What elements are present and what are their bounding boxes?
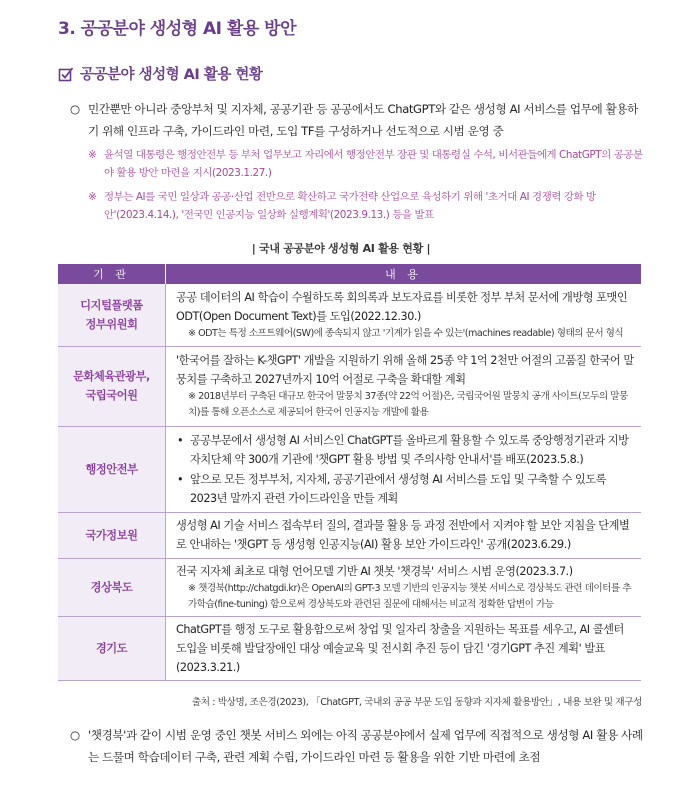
row-text: ChatGPT를 행정 도구로 활용함으로써 창업 및 일자리 창출을 지원하는 목표를 세우고, AI 콜센터 도입을 비롯해 발달장애인 대상 예술교육 및 전시회 추진 등이 담긴 '경기GPT 추진 계획' 발표(2023.3.21.) xyxy=(176,622,624,674)
source-citation: 출처 : 박상명, 조은경(2023), 「ChatGPT, 국내외 공공 부문 도입 동향과 지자체 활용방안」, 내용 보완 및 재구성 xyxy=(191,697,642,708)
row-content xyxy=(166,616,642,680)
org-name: 행정안전부 xyxy=(85,462,138,476)
row-content xyxy=(166,426,642,512)
checkbox-icon xyxy=(58,66,74,82)
paragraph-bullet: ○ xyxy=(70,102,80,116)
row-bullet xyxy=(176,470,635,508)
row-note: ※ 2018년부터 구축된 대규모 한국어 말뭉치 37종(약 22억 어절)은, 국립국어원 말뭉치 공개 사이트(모두의 말뭉치)를 통해 오픈소스로 제공되어 한국어 인공지능 개발에 활용 xyxy=(188,391,628,418)
status-table xyxy=(58,264,641,681)
table-row xyxy=(58,512,641,558)
table-row xyxy=(58,426,641,512)
subsection-title: 공공분야 생성형 AI 활용 현황 xyxy=(80,67,263,83)
table-row xyxy=(58,346,641,426)
row-note: ※ 챗경북(http://chatgdi.kr)은 OpenAI의 GPT-3 모델 기반의 인공지능 챗봇 서비스로 경상북도 관련 데이터를 추가학습(fine-tuning) 함으로써 경상북도와 관련된 질문에 대해서는 비교적 정확한 답변이 가능 xyxy=(188,582,631,610)
table-header-row xyxy=(58,264,641,284)
note-2 xyxy=(88,188,643,224)
row-org xyxy=(58,616,166,680)
note-mark: ※ xyxy=(88,191,97,203)
row-bullet xyxy=(176,431,635,469)
row-content xyxy=(166,558,642,616)
paragraph-bullet: ○ xyxy=(70,728,80,742)
row-content xyxy=(166,512,642,558)
row-org xyxy=(58,558,166,616)
section-title: 3. 공공분야 생성형 AI 활용 방안 xyxy=(58,19,297,39)
row-content xyxy=(166,346,642,426)
table-caption: | 국내 공공분야 생성형 AI 활용 현황 | xyxy=(251,242,431,255)
row-org xyxy=(58,426,166,512)
row-note: ※ ODT는 특정 소프트웨어(SW)에 종속되지 않고 '기계가 읽을 수 있는'(machines readable) 형태의 문서 형식 xyxy=(188,327,624,339)
bullet-dot: • xyxy=(177,433,184,447)
header-org: 기 관 xyxy=(58,264,166,284)
paragraph-1 xyxy=(70,98,645,142)
note-1 xyxy=(88,146,643,182)
paragraph-text: 민간뿐만 아니라 중앙부처 및 지자체, 공공기관 등 공공에서도 ChatGPT와 같은 생성형 AI 서비스를 업무에 활용하기 위해 인프라 구축, 가이드라인 마련, 도입 TF를 구성하거나 선도적으로 시범 운영 중 xyxy=(88,102,638,138)
note-text: 윤석열 대통령은 행정안전부 등 부처 업무보고 자리에서 행정안전부 장관 및 대통령실 수석, 비서관들에게 ChatGPT의 공공분야 활용 방안 마련을 지시(2023.1.27.) xyxy=(104,149,643,179)
org-name: 경기도 xyxy=(95,641,128,655)
org-name: 문화체육관광부, 국립국어원 xyxy=(73,370,150,402)
table-row xyxy=(58,284,641,346)
paragraph-text: '챗경북'과 같이 시범 운영 중인 챗봇 서비스 외에는 아직 공공분야에서 실제 업무에 직접적으로 생성형 AI 활용 사례는 드물며 학습데이터 구축, 관련 계획 수립, 가이드라인 마련 등 활용을 위한 기반 마련에 초점 xyxy=(88,728,643,764)
row-org xyxy=(58,284,166,346)
org-name: 경상북도 xyxy=(90,580,133,594)
row-text: 생성형 AI 기술 서비스 접속부터 질의, 결과물 활용 등 과정 전반에서 지켜야 할 보안 지침을 단계별로 안내하는 '챗GPT 등 생성형 인공지능(AI) 활용 보안 가이드라인' 공개(2023.6.29.) xyxy=(176,519,630,551)
note-text: 정부는 AI를 국민 일상과 공공·산업 전반으로 확산하고 국가전략 산업으로 육성하기 위해 '초거대 AI 경쟁력 강화 방안'(2023.4.14.), '전국민 인공지능 일상화 실행계획'(2023.9.13.) 등을 발표 xyxy=(104,191,596,221)
paragraph-2 xyxy=(70,724,645,768)
subsection-heading xyxy=(58,63,262,84)
bullet-text: 공공부문에서 생성형 AI 서비스인 ChatGPT를 올바르게 활용할 수 있도록 중앙행정기관과 지방자치단체 약 300개 기관에 '챗GPT 활용 방법 및 주의사항 안내서'를 배포(2023.5.8.) xyxy=(190,433,629,466)
row-content xyxy=(166,284,642,346)
org-name: 디지털플랫폼 정부위원회 xyxy=(80,298,143,331)
row-text: 공공 데이터의 AI 학습이 수월하도록 회의록과 보도자료를 비롯한 정부 부처 문서에 개방형 포맷인 ODT(Open Document Text)를 도입(2022.12.30.) xyxy=(176,290,628,323)
row-text: 전국 지자체 최초로 대형 언어모델 기반 AI 챗봇 '챗경북' 서비스 시범 운영(2023.3.7.) xyxy=(176,564,573,578)
note-mark: ※ xyxy=(88,149,97,161)
row-text: '한국어를 잘하는 K-챗GPT' 개발을 지원하기 위해 올해 25종 약 1억 2천만 어절의 고품질 한국어 말뭉치를 구축하고 2027년까지 10억 어절로 구축을 확대할 계획 xyxy=(176,354,634,386)
bullet-text: 앞으로 모든 정부부처, 지자체, 공공기관에서 생성형 AI 서비스를 도입 및 구축할 수 있도록 2023년 말까지 관련 가이드라인을 만들 계획 xyxy=(190,472,607,505)
org-name: 국가정보원 xyxy=(85,528,138,542)
bullet-dot: • xyxy=(177,472,184,486)
header-content: 내 용 xyxy=(166,264,642,284)
table-row xyxy=(58,616,641,680)
table-row xyxy=(58,558,641,616)
row-org xyxy=(58,512,166,558)
row-org xyxy=(58,346,166,426)
